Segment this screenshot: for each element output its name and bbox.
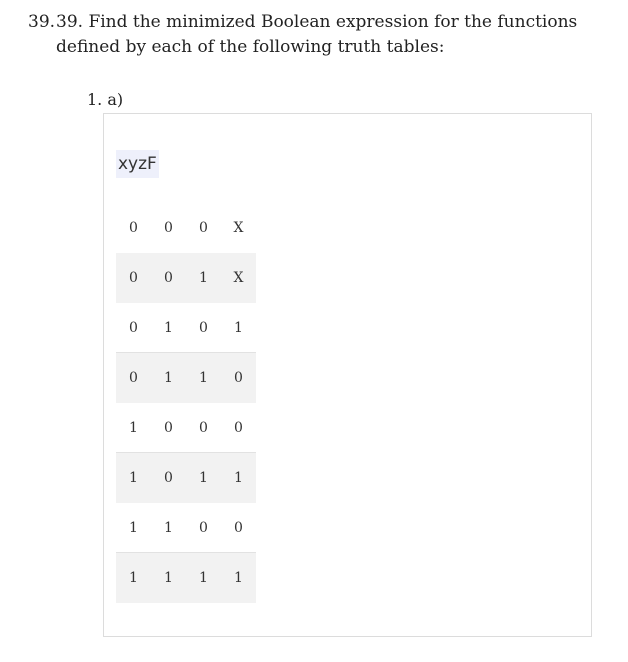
- question-text: 39. Find the minimized Boolean expression for the functions defined by each of the following truth tables:: [56, 12, 578, 57]
- cell-z: 0: [199, 419, 208, 436]
- table-row: [116, 203, 256, 253]
- cell-x: 1: [129, 419, 138, 436]
- cell-z: 1: [199, 370, 208, 386]
- cell-y: 0: [164, 220, 173, 236]
- truth-table-panel: [103, 113, 592, 637]
- table-row: [116, 253, 256, 303]
- cell-x: 0: [129, 270, 138, 286]
- cell-f: 1: [234, 319, 243, 336]
- cell-z: 1: [199, 270, 208, 286]
- cell-x: 1: [129, 570, 138, 586]
- cell-x: 1: [129, 519, 138, 536]
- cell-f: 1: [234, 470, 243, 486]
- cell-x: 1: [129, 470, 138, 486]
- cell-y: 1: [164, 319, 173, 336]
- table-row: [116, 303, 256, 353]
- cell-y: 0: [164, 270, 173, 286]
- truth-table: [116, 203, 256, 603]
- cell-f: X: [233, 220, 244, 236]
- cell-f: X: [233, 270, 244, 286]
- cell-z: 1: [199, 570, 208, 586]
- cell-f: 1: [234, 570, 243, 586]
- table-row: [116, 553, 256, 603]
- cell-f: 0: [234, 419, 243, 436]
- cell-y: 1: [164, 570, 173, 586]
- cell-x: 0: [129, 220, 138, 236]
- cell-x: 0: [129, 370, 138, 386]
- cell-z: 0: [199, 519, 208, 536]
- cell-x: 0: [129, 319, 138, 336]
- table-header: xyzF: [116, 150, 159, 178]
- table-row: [116, 403, 256, 453]
- cell-f: 0: [234, 519, 243, 536]
- cell-z: 0: [199, 220, 208, 236]
- cell-y: 0: [164, 419, 173, 436]
- cell-f: 0: [234, 370, 243, 386]
- table-row: [116, 353, 256, 403]
- cell-z: 0: [199, 319, 208, 336]
- cell-z: 1: [199, 470, 208, 486]
- cell-y: 0: [164, 470, 173, 486]
- cell-y: 1: [164, 519, 173, 536]
- cell-y: 1: [164, 370, 173, 386]
- table-row: [116, 503, 256, 553]
- question-number: 39.: [28, 12, 56, 32]
- subpart-label: 1. a): [87, 90, 124, 109]
- table-row: [116, 453, 256, 503]
- question: [28, 10, 618, 60]
